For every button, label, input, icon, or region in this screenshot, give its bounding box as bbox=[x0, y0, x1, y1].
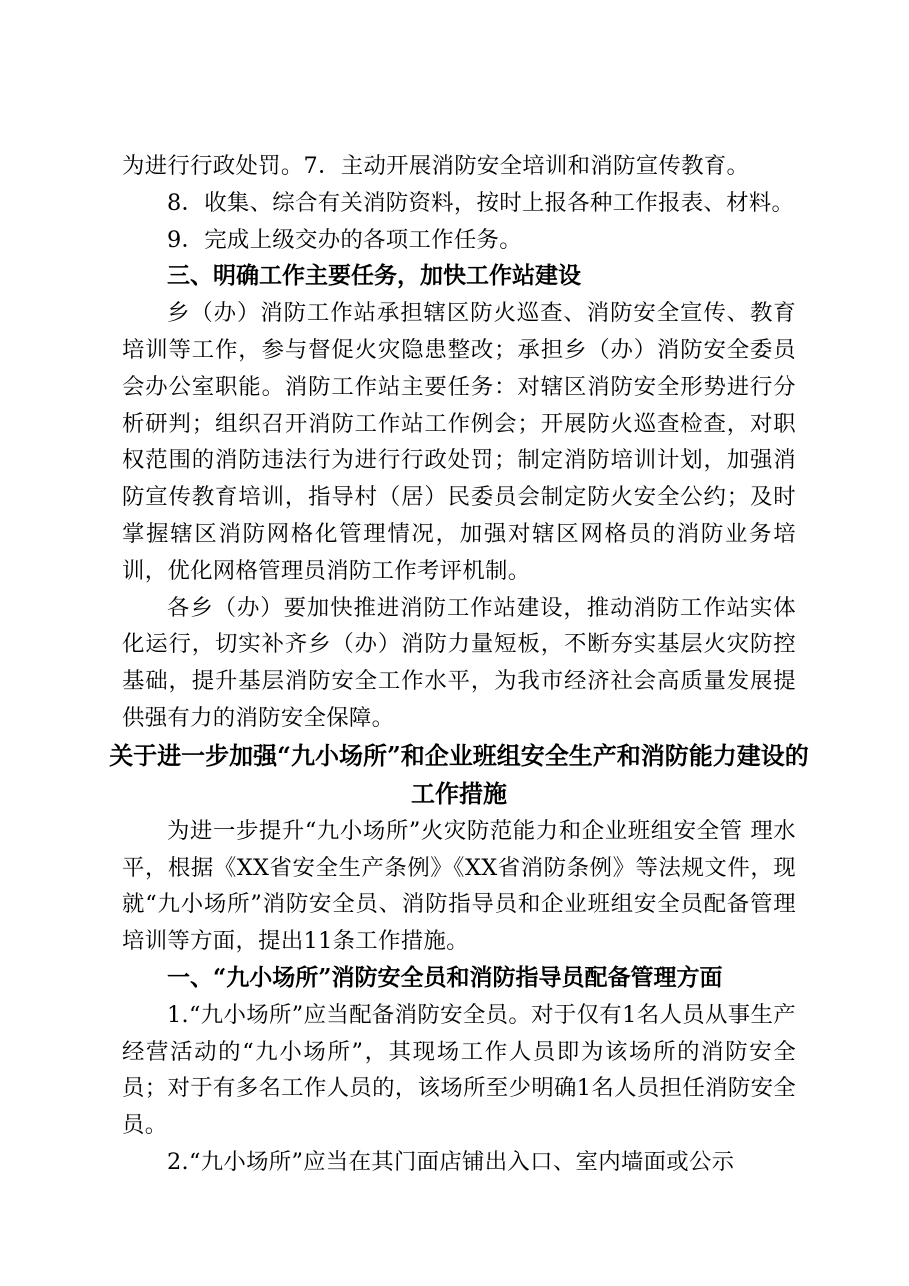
paragraph-item-8: 8．收集、综合有关消防资料，按时上报各种工作报表、材料。 bbox=[167, 189, 795, 216]
paragraph-item-9: 9．完成上级交办的各项工作任务。 bbox=[167, 226, 522, 253]
section-heading-1: 一、“九小场所”消防安全员和消防指导员配备管理方面 bbox=[167, 963, 723, 991]
paragraph-station-construction: 各乡（办）要加快推进消防工作站建设，推动消防工作站实体化运行，切实补齐乡（办）消防力量短板，不断夯实基层火灾防控基础，提升基层消防安全工作水平，为我市经济社会高质量发展提供强有力的消防安全保障。 bbox=[122, 594, 796, 731]
document-title: 关于进一步加强“九小场所”和企业班组安全生产和消防能力建设的工作措施 bbox=[109, 740, 809, 808]
paragraph-admin-penalty: 为进行行政处罚。7．主动开展消防安全培训和消防宣传教育。 bbox=[122, 153, 750, 179]
paragraph-measure-2: 2.“九小场所”应当在其门面店铺出入口、室内墙面或公示 bbox=[167, 1148, 735, 1175]
document-page bbox=[109, 148, 809, 1181]
paragraph-station-tasks: 乡（办）消防工作站承担辖区防火巡查、消防安全宣传、教育培训等工作，参与督促火灾隐患整改；承担乡（办）消防安全委员会办公室职能。消防工作站主要任务：对辖区消防安全形势进行分析研判；组织召开消防工作站工作例会；开展防火巡查检查，对职权范围的消防违法行为进行行政处罚；制定消防培训计划，加强消防宣传教育培训，指导村（居）民委员会制定防火安全公约；及时掌握辖区消防网格化管理情况，加强对辖区网格员的消防业务培训，优化网格管理员消防工作考评机制。 bbox=[122, 300, 796, 584]
section-heading-3: 三、明确工作主要任务，加快工作站建设 bbox=[167, 262, 581, 290]
paragraph-intro: 为进一步提升“九小场所”火灾防范能力和企业班组安全管 理水平，根据《XX省安全生产条例》《XX省消防条例》等法规文件，现就“九小场所”消防安全员、消防指导员和企业班组安全员配备管理培训等方面，提出11条工作措施。 bbox=[122, 817, 796, 955]
paragraph-measure-1: 1.“九小场所”应当配备消防安全员。对于仅有1名人员从事生产经营活动的“九小场所”，其现场工作人员即为该场所的消防安全员；对于有多名工作人员的，该场所至少明确1名人员担任消防安全员。 bbox=[122, 1001, 796, 1139]
